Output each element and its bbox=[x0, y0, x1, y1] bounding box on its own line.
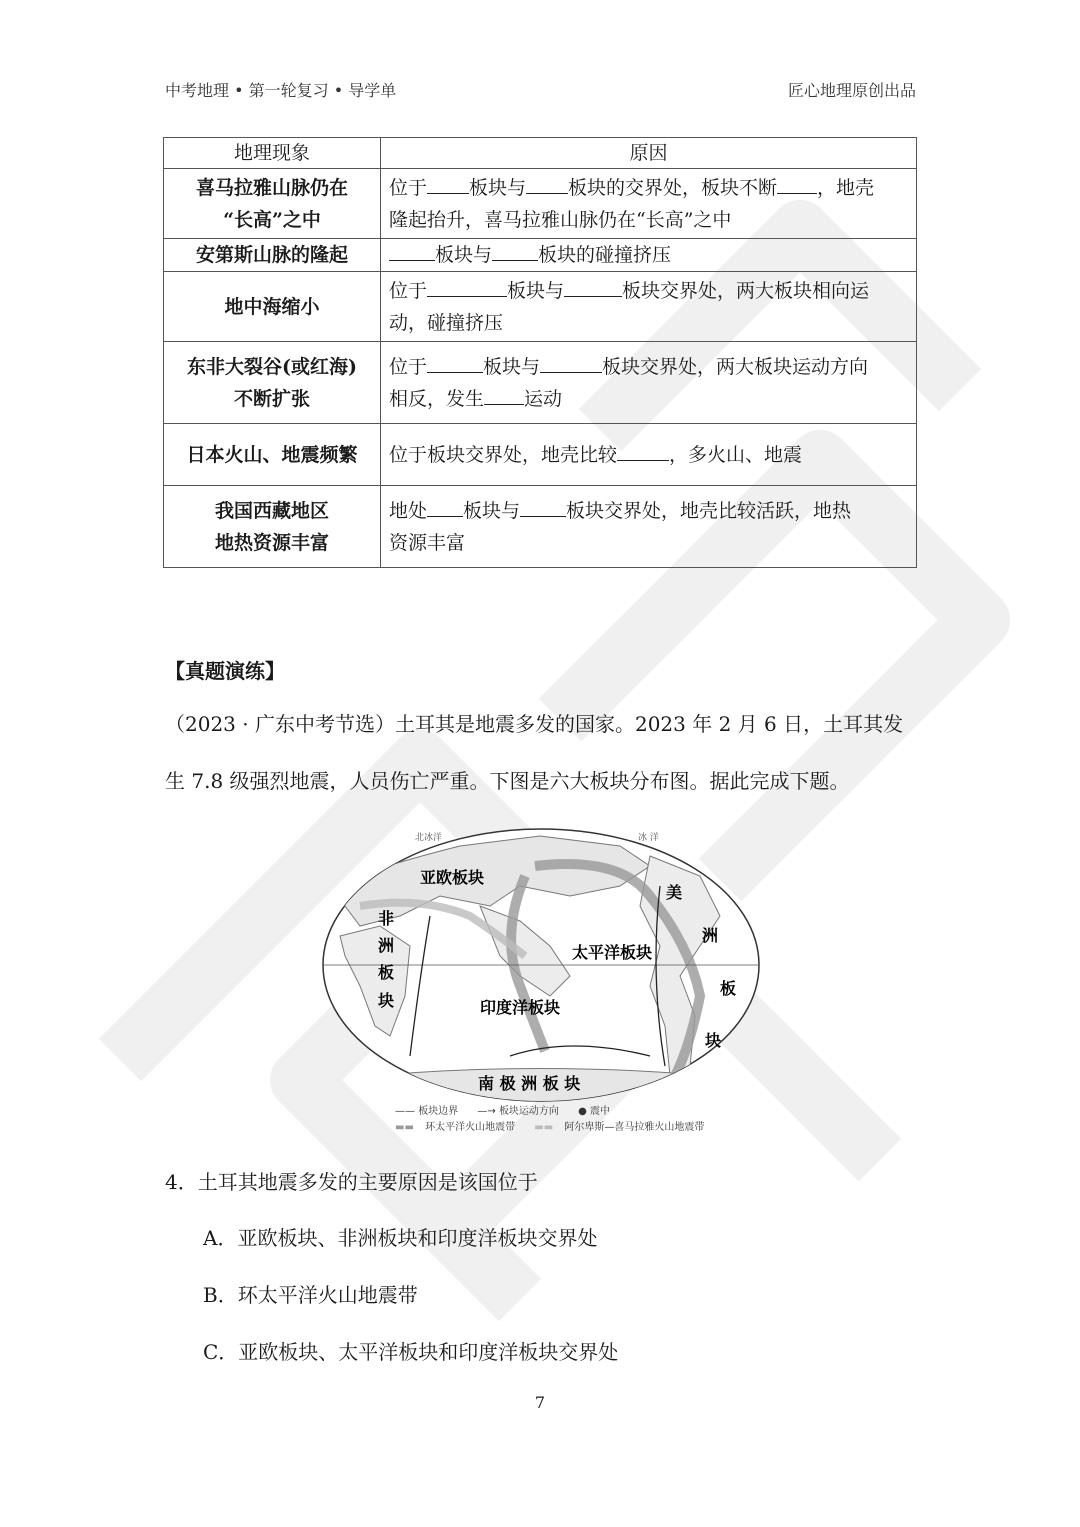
label-antarctic-plate: 南 极 洲 板 块 bbox=[478, 1074, 581, 1093]
header-right: 匠心地理原创出品 bbox=[787, 81, 916, 100]
answer-blank[interactable] bbox=[777, 173, 817, 194]
plate-map bbox=[320, 826, 762, 1104]
header-phenomenon: 地理现象 bbox=[164, 138, 381, 169]
label-eurasia-plate: 亚欧板块 bbox=[420, 868, 485, 887]
phenomena-table bbox=[163, 137, 917, 568]
legend-boundary: —— 板块边界 bbox=[395, 1106, 459, 1117]
section-title: 【真题演练】 bbox=[165, 659, 285, 683]
reason-line: 位于板块交界处，地壳比较 ，多火山、地震 bbox=[389, 439, 908, 471]
table-row bbox=[164, 342, 917, 424]
answer-blank[interactable] bbox=[617, 440, 669, 461]
answer-blank[interactable] bbox=[427, 276, 507, 297]
label-america-2: 洲 bbox=[702, 926, 719, 945]
table-row bbox=[164, 486, 917, 568]
intro-line-2: 生 7.8 级强烈地震，人员伤亡严重。下图是六大板块分布图。据此完成下题。 bbox=[165, 769, 850, 793]
table-row bbox=[164, 424, 917, 486]
label-ocean-right: 冰 洋 bbox=[638, 833, 659, 843]
reason-line: 隆起抬升，喜马拉雅山脉仍在“长高”之中 bbox=[389, 208, 732, 231]
question-4: 4．土耳其地震多发的主要原因是该国位于 bbox=[165, 1170, 538, 1194]
table-row bbox=[164, 239, 917, 272]
legend-row-1 bbox=[395, 1104, 720, 1120]
reason-line: 位于 板块与 板块的交界处，板块不断 ，地壳 bbox=[389, 172, 908, 204]
header-left: 中考地理 • 第一轮复习 • 导学单 bbox=[165, 81, 397, 100]
answer-blank[interactable] bbox=[427, 496, 463, 517]
answer-blank[interactable] bbox=[484, 384, 524, 405]
legend-alpine-belt: ▬▬ 阿尔卑斯—喜马拉雅火山地震带 bbox=[534, 1122, 705, 1133]
reason-cell bbox=[381, 424, 917, 486]
label-arctic-ocean: 北冰洋 bbox=[415, 833, 443, 843]
phenomenon-line: 日本火山、地震频繁 bbox=[186, 443, 358, 466]
label-africa-3: 板 bbox=[378, 963, 395, 982]
phenomenon-cell bbox=[164, 272, 381, 342]
phenomenon-line: 不断扩张 bbox=[233, 387, 310, 410]
phenomenon-cell bbox=[164, 342, 381, 424]
label-pacific-plate: 太平洋板块 bbox=[572, 943, 653, 962]
legend-row-2 bbox=[395, 1120, 720, 1136]
phenomenon-line: 我国西藏地区 bbox=[214, 499, 329, 522]
answer-blank[interactable] bbox=[540, 352, 602, 373]
answer-blank[interactable] bbox=[526, 173, 568, 194]
table-row bbox=[164, 272, 917, 342]
answer-blank[interactable] bbox=[427, 173, 469, 194]
phenomenon-line: “长高”之中 bbox=[223, 208, 321, 231]
reason-cell bbox=[381, 272, 917, 342]
reason-cell bbox=[381, 486, 917, 568]
reason-line: 相反，发生 运动 bbox=[389, 383, 908, 415]
table-header-row bbox=[164, 138, 917, 169]
label-africa-2: 洲 bbox=[378, 936, 395, 955]
option-c[interactable]: C．亚欧板块、太平洋板块和印度洋板块交界处 bbox=[203, 1340, 619, 1364]
reason-cell bbox=[381, 342, 917, 424]
phenomenon-cell bbox=[164, 239, 381, 272]
answer-blank[interactable] bbox=[492, 240, 538, 261]
header-reason: 原因 bbox=[381, 138, 917, 169]
label-africa-1: 非 bbox=[378, 909, 395, 928]
answer-blank[interactable] bbox=[427, 352, 483, 373]
reason-line: 资源丰富 bbox=[389, 531, 466, 554]
label-america-3: 板 bbox=[720, 979, 737, 998]
label-america-1: 美 bbox=[666, 883, 683, 902]
option-a[interactable]: A．亚欧板块、非洲板块和印度洋板块交界处 bbox=[203, 1226, 598, 1250]
label-america-4: 块 bbox=[705, 1031, 722, 1050]
reason-line: 位于 板块与 板块交界处，两大板块运动方向 bbox=[389, 351, 908, 383]
legend-pacific-ring: ▬▬ 环太平洋火山地震带 bbox=[395, 1122, 516, 1133]
phenomenon-line: 喜马拉雅山脉仍在 bbox=[195, 176, 348, 199]
phenomenon-line: 东非大裂谷(或红海) bbox=[187, 355, 357, 378]
phenomenon-line: 地热资源丰富 bbox=[214, 531, 329, 554]
label-indo-plate: 印度洋板块 bbox=[480, 998, 561, 1017]
answer-blank[interactable] bbox=[520, 496, 566, 517]
reason-line: 板块与 板块的碰撞挤压 bbox=[389, 239, 908, 271]
phenomenon-cell bbox=[164, 486, 381, 568]
page-header bbox=[165, 78, 916, 98]
answer-blank[interactable] bbox=[564, 276, 622, 297]
option-b[interactable]: B．环太平洋火山地震带 bbox=[203, 1283, 418, 1307]
phenomenon-cell bbox=[164, 169, 381, 239]
answer-blank[interactable] bbox=[389, 240, 435, 261]
reason-line: 地处 板块与 板块交界处，地壳比较活跃，地热 bbox=[389, 495, 908, 527]
table-row bbox=[164, 169, 917, 239]
reason-cell bbox=[381, 169, 917, 239]
intro-line-1: （2023 · 广东中考节选）土耳其是地震多发的国家。2023 年 2 月 6 日，土耳其发 bbox=[165, 712, 904, 736]
phenomenon-line: 地中海缩小 bbox=[224, 295, 320, 318]
reason-line: 位于 板块与 板块交界处，两大板块相向运 bbox=[389, 275, 908, 307]
map-legend bbox=[395, 1104, 720, 1136]
legend-epicenter: ● 震中 bbox=[578, 1106, 611, 1117]
reason-line: 动，碰撞挤压 bbox=[389, 311, 504, 334]
reason-cell bbox=[381, 239, 917, 272]
legend-motion: —→ 板块运动方向 bbox=[477, 1106, 559, 1117]
label-africa-4: 块 bbox=[378, 991, 395, 1010]
phenomenon-cell bbox=[164, 424, 381, 486]
page-number: 7 bbox=[534, 1393, 546, 1412]
phenomenon-line: 安第斯山脉的隆起 bbox=[195, 244, 348, 266]
